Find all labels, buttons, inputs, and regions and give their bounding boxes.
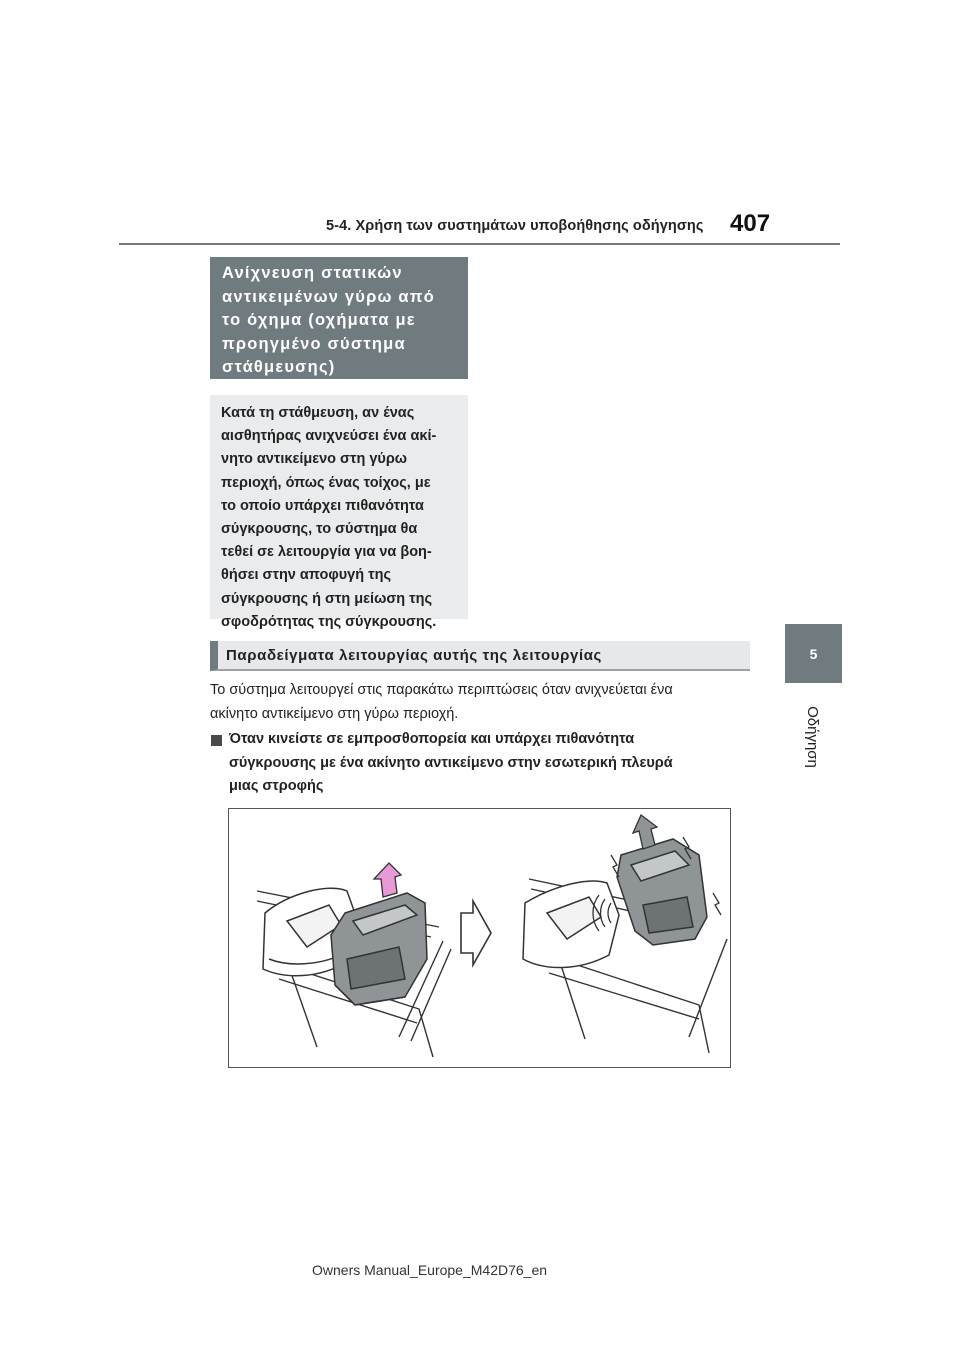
feature-title-line: Ανίχνευση στατικών xyxy=(222,264,403,282)
operation-illustration xyxy=(228,808,731,1068)
intro-line: ακίνητο αντικείμενο στη γύρω περιοχή. xyxy=(210,705,459,722)
description-line: σφοδρότητας της σύγκρουσης. xyxy=(221,613,437,630)
feature-description-box xyxy=(210,395,468,630)
description-line: Κατά τη στάθμευση, αν ένας xyxy=(221,405,415,421)
description-line: περιοχή, όπως ένας τοίχος, με xyxy=(221,474,431,491)
parked-car-right xyxy=(523,881,619,968)
own-car-right xyxy=(617,839,707,945)
header-divider xyxy=(119,243,840,245)
bullet-item xyxy=(229,728,729,799)
forward-arrow-icon xyxy=(633,815,657,849)
feature-title-box xyxy=(210,257,468,379)
description-line: θήσει στην αποφυγή της xyxy=(221,567,391,584)
section-heading-text: Παραδείγματα λειτουργίας αυτής της λειτουργίας xyxy=(226,646,602,664)
feature-title-line: αντικειμένων γύρω από xyxy=(222,287,435,306)
bullet-line: σύγκρουσης με ένα ακίνητο αντικείμενο στην εσωτερική πλευρά xyxy=(229,754,673,771)
turn-arrow-icon xyxy=(374,863,401,897)
section-heading xyxy=(210,641,750,671)
chapter-tab xyxy=(785,624,842,683)
description-line: τεθεί σε λειτουργία για να βοη- xyxy=(221,544,432,561)
feature-title-line: προηγμένο σύστημα xyxy=(222,334,406,353)
feature-title-line: το όχημα (οχήματα με xyxy=(222,311,416,329)
intro-paragraph xyxy=(210,679,750,726)
intro-line: Το σύστημα λειτουργεί στις παρακάτω περιπτώσεις όταν ανιχνεύεται ένα xyxy=(210,682,673,698)
page-number: 407 xyxy=(730,210,771,237)
chapter-tab-label-text: Οδήγηση xyxy=(804,706,822,768)
feature-title-line: στάθμευσης) xyxy=(222,358,336,376)
bullet-square-icon xyxy=(211,735,222,746)
description-line: νητο αντικείμενο στη γύρω xyxy=(221,451,408,468)
running-header-title: 5-4. Χρήση των συστημάτων υποβοήθησης οδήγησης xyxy=(326,218,704,234)
description-line: το οποίο υπάρχει πιθανότητα xyxy=(221,497,424,514)
description-line: σύγκρουσης, το σύστημα θα xyxy=(221,521,418,538)
footer-text: Owners Manual_Europe_M42D76_en xyxy=(312,1262,548,1278)
bullet-line: μιας στροφής xyxy=(229,778,324,794)
description-line: σύγκρουσης ή στη μείωση της xyxy=(221,590,432,607)
chapter-tab-number: 5 xyxy=(809,645,818,662)
chapter-tab-label xyxy=(770,694,856,780)
bullet-line: Όταν κινείστε σε εμπροσθοπορεία και υπάρχει πιθανότητα xyxy=(229,731,635,747)
sequence-arrow-icon xyxy=(461,901,491,965)
description-line: αισθητήρας ανιχνεύσει ένα ακί- xyxy=(221,428,437,445)
